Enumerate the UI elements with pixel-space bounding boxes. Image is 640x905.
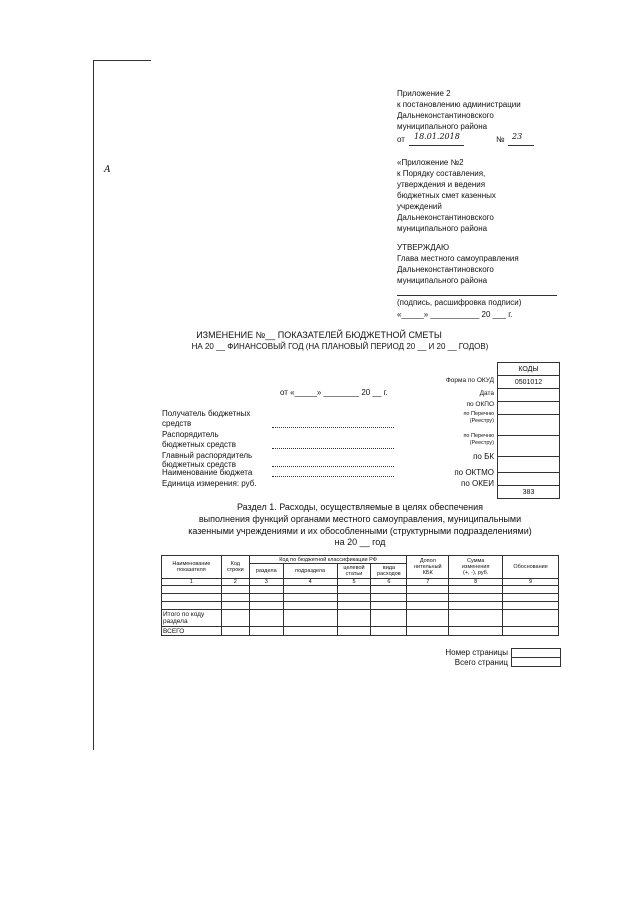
field-manager-a: Распорядитель: [162, 430, 219, 439]
col-code-header-a: Код: [230, 561, 240, 567]
section-line3: казенными учреждениями и их обособленными (структурными подразделениями): [188, 526, 532, 536]
label-okei: по ОКЕИ: [461, 479, 494, 488]
total-pages-label: Всего страниц: [454, 658, 508, 667]
col-dop-header-a: Допол: [419, 558, 436, 564]
cell[interactable]: [371, 627, 407, 636]
col-podrazdel-header: подраздела: [283, 564, 337, 579]
col-vid-header: [371, 564, 407, 579]
col-bk-header: Код по бюджетной классификации РФ: [249, 556, 407, 564]
signature-caption: (подпись, расшифровка подписи): [397, 298, 522, 307]
col-dop-header-c: КБК: [422, 570, 433, 576]
section-line1: Раздел 1. Расходы, осуществляемые в целях обеспечения: [236, 502, 484, 512]
cell[interactable]: [221, 627, 249, 636]
col-num: 2: [221, 579, 249, 586]
approve-line1: Глава местного самоуправления: [397, 254, 519, 263]
cell[interactable]: [449, 586, 503, 594]
code-bk[interactable]: [498, 457, 560, 473]
cell[interactable]: [371, 602, 407, 610]
cell[interactable]: [337, 594, 371, 602]
quote-line7: муниципального района: [397, 224, 488, 233]
col-sum-header: [449, 556, 503, 579]
annex-line3: муниципального района: [397, 122, 488, 131]
label-oktmo: по ОКТМО: [454, 468, 494, 477]
col-num: 6: [371, 579, 407, 586]
cell[interactable]: [449, 594, 503, 602]
label-perechen2-b: (Реестру): [469, 440, 494, 446]
cell[interactable]: [449, 627, 503, 636]
cell[interactable]: [162, 594, 222, 602]
col-celevoy-header: [337, 564, 371, 579]
cell[interactable]: [283, 594, 337, 602]
cell[interactable]: [407, 602, 449, 610]
doc-date-line: от «_____» ________ 20 __ г.: [280, 388, 388, 397]
total-section-label: [162, 610, 222, 627]
cell[interactable]: [162, 602, 222, 610]
annex-line1: к постановлению администрации: [397, 100, 521, 109]
col-celevoy-header-a: целевой: [343, 565, 365, 571]
table-row[interactable]: [162, 586, 559, 594]
label-okpo: по ОКПО: [466, 401, 494, 408]
label-perechen1-b: (Реестру): [469, 418, 494, 424]
col-name-header-b: показателя: [177, 567, 206, 573]
pages-table: [511, 648, 561, 667]
total-section-label-a: Итого по коду: [163, 611, 205, 618]
col-num: 8: [449, 579, 503, 586]
margin-mark: А: [104, 165, 111, 175]
quote-line6: Дальнеконстантиновского: [397, 213, 494, 222]
cell[interactable]: [221, 586, 249, 594]
label-bk: по БК: [473, 452, 494, 461]
cell[interactable]: [371, 610, 407, 627]
signature-line: [397, 295, 557, 296]
cell[interactable]: [283, 602, 337, 610]
table-row[interactable]: [162, 594, 559, 602]
code-okei[interactable]: 383: [498, 486, 560, 499]
col-vid-header-b: расходов: [377, 571, 401, 577]
table-row[interactable]: [162, 602, 559, 610]
doc-title: ИЗМЕНЕНИЕ №__ ПОКАЗАТЕЛЕЙ БЮДЖЕТНОЙ СМЕТЫ: [196, 330, 442, 340]
section-line2: выполнения функций органами местного самоуправления, муниципальными: [198, 514, 522, 524]
cell[interactable]: [407, 586, 449, 594]
field-budget-line[interactable]: [272, 476, 394, 477]
doc-subtitle: НА 20 __ ФИНАНСОВЫЙ ГОД (НА ПЛАНОВЫЙ ПЕРИОД 20 __ И 20 __ ГОДОВ): [191, 342, 489, 351]
field-manager-line[interactable]: [272, 448, 394, 449]
cell[interactable]: [503, 610, 559, 627]
field-manager-b: бюджетных средств: [162, 440, 236, 449]
field-recipient-a: Получатель бюджетных: [162, 409, 251, 418]
field-unit: Единица измерения: руб.: [162, 479, 257, 488]
cell[interactable]: [221, 610, 249, 627]
total-all-row[interactable]: [162, 627, 559, 636]
col-num: 4: [283, 579, 337, 586]
total-section-label-b: раздела: [163, 618, 188, 625]
approve-date-line: «_____» ___________ 20 ___ г.: [397, 310, 513, 319]
code-okud[interactable]: 0501012: [498, 376, 560, 389]
approve-line2: Дальнеконстантиновского: [397, 265, 494, 274]
label-perechen1-a: по Перечню: [463, 411, 494, 417]
col-code-header: [221, 556, 249, 579]
col-num: 3: [249, 579, 283, 586]
field-main-manager-a: Главный распорядитель: [162, 451, 253, 460]
quote-line4: бюджетных смет казенных: [397, 191, 496, 200]
col-num: 5: [337, 579, 371, 586]
section-line4: на 20 __ год: [334, 537, 386, 547]
margin-left-line: [93, 60, 94, 750]
cell[interactable]: [249, 594, 283, 602]
col-name-header: [162, 556, 222, 579]
column-number-row: [162, 579, 559, 586]
label-okud: Форма по ОКУД: [445, 377, 494, 384]
cell[interactable]: [221, 594, 249, 602]
cell[interactable]: [249, 586, 283, 594]
page-number-label: Номер страницы: [445, 648, 508, 657]
annex-date-value: 18.01.2018: [414, 132, 460, 141]
margin-top-line: [93, 60, 151, 61]
col-sum-header-b: изменения: [461, 564, 490, 570]
cell[interactable]: [503, 602, 559, 610]
col-code-header-b: строки: [226, 567, 244, 573]
quote-line3: утверждения и ведения: [397, 180, 486, 189]
expense-table: [161, 555, 559, 636]
cell[interactable]: [503, 594, 559, 602]
page-number-field[interactable]: [512, 649, 561, 658]
cell[interactable]: [162, 586, 222, 594]
annex-number-line: [508, 145, 534, 146]
cell[interactable]: [337, 610, 371, 627]
cell[interactable]: [407, 610, 449, 627]
annex-title: Приложение 2: [397, 89, 451, 98]
cell[interactable]: [407, 627, 449, 636]
field-recipient-b: средств: [162, 419, 192, 428]
cell[interactable]: [407, 594, 449, 602]
col-just-header: Обоснование: [503, 556, 559, 579]
col-razdel-header: раздела: [249, 564, 283, 579]
col-name-header-a: Наименование: [172, 561, 211, 567]
quote-line1: «Приложение №2: [397, 158, 464, 167]
codes-table: [497, 362, 560, 499]
cell[interactable]: [503, 627, 559, 636]
annex-number-prefix: №: [496, 135, 505, 144]
code-okpo[interactable]: [498, 402, 560, 415]
code-oktmo[interactable]: [498, 473, 560, 486]
cell[interactable]: [283, 610, 337, 627]
col-sum-header-a: Сумма: [467, 558, 485, 564]
field-main-manager-b: бюджетных средств: [162, 460, 236, 469]
cell[interactable]: [371, 586, 407, 594]
col-num: 9: [503, 579, 559, 586]
annex-number-value: 23: [512, 132, 523, 141]
quote-line2: к Порядку составления,: [397, 169, 486, 178]
col-dop-header: [407, 556, 449, 579]
label-date: Дата: [479, 390, 494, 397]
cell[interactable]: [337, 586, 371, 594]
field-recipient-line[interactable]: [272, 427, 394, 428]
cell[interactable]: [449, 602, 503, 610]
annex-line2: Дальнеконстантиновского: [397, 111, 494, 120]
cell[interactable]: [249, 602, 283, 610]
cell[interactable]: [449, 610, 503, 627]
col-num: 1: [162, 579, 222, 586]
cell[interactable]: [283, 627, 337, 636]
field-budget-name: Наименование бюджета: [162, 468, 253, 477]
col-vid-header-a: вида: [382, 565, 396, 571]
col-num: 7: [407, 579, 449, 586]
cell[interactable]: [249, 610, 283, 627]
code-date[interactable]: [498, 389, 560, 402]
total-pages-field[interactable]: [512, 658, 561, 667]
cell[interactable]: [249, 627, 283, 636]
field-main-manager-line[interactable]: [272, 466, 394, 467]
cell[interactable]: [503, 586, 559, 594]
total-section-row[interactable]: [162, 610, 559, 627]
annex-date-prefix: от: [397, 135, 405, 144]
cell[interactable]: [221, 602, 249, 610]
cell[interactable]: [337, 627, 371, 636]
quote-line5: учреждений: [397, 202, 442, 211]
label-perechen2-a: по Перечню: [463, 433, 494, 439]
cell[interactable]: [337, 602, 371, 610]
code-perechen2[interactable]: [498, 436, 560, 457]
col-dop-header-b: нительный: [414, 564, 442, 570]
approve-line3: муниципального района: [397, 276, 488, 285]
annex-date-line: [409, 145, 464, 146]
approve-title: УТВЕРЖДАЮ: [397, 243, 450, 252]
col-sum-header-c: (+, -), руб.: [463, 570, 489, 576]
cell[interactable]: [371, 594, 407, 602]
code-perechen1[interactable]: [498, 415, 560, 436]
col-celevoy-header-b: статьи: [345, 571, 363, 577]
total-all-label: ВСЕГО: [162, 627, 222, 636]
codes-header: КОДЫ: [498, 363, 560, 376]
cell[interactable]: [283, 586, 337, 594]
